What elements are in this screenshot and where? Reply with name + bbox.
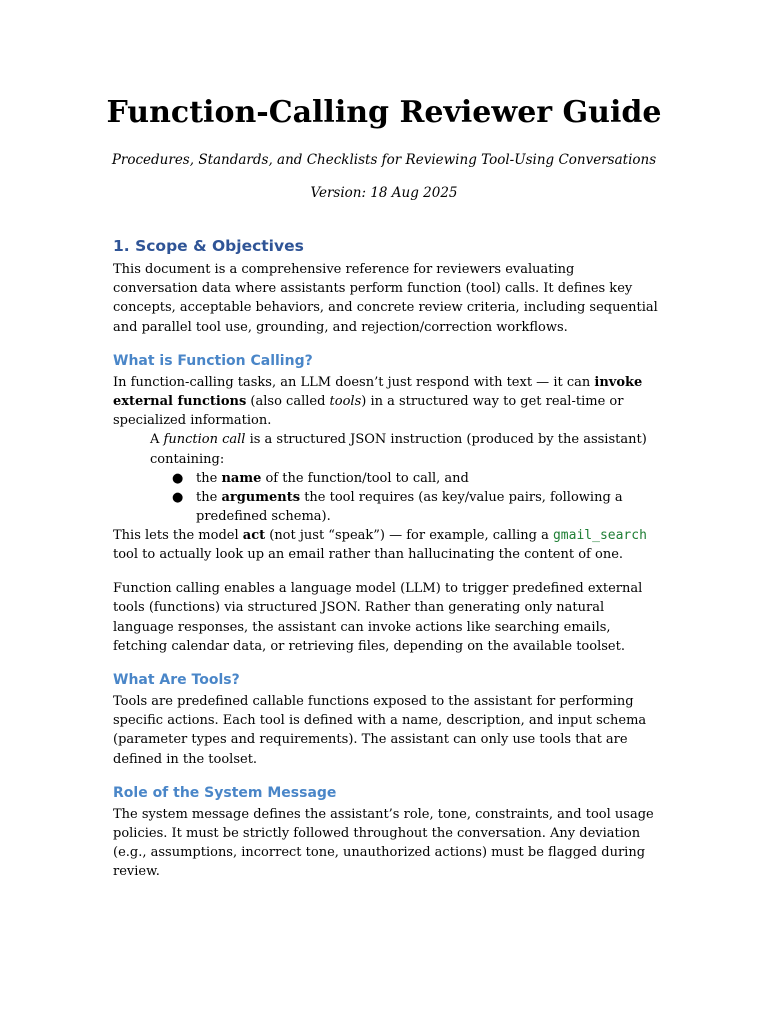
- tools-paragraph: Tools are predefined callable functions exposed to the assistant for performing specific actions. Each tool is defined with a name, description, and input schema (parameter types and requirements). The assistant can only use tools that are defined in the toolset.: [113, 694, 647, 767]
- document-body: [113, 236, 658, 882]
- italic-text: function call: [163, 432, 246, 448]
- text-run: (not just “speak”) — for example, calling a: [265, 527, 553, 543]
- text-run: A: [150, 432, 164, 448]
- subheading-system-message: Role of the System Message: [113, 784, 337, 801]
- section-heading-scope: 1. Scope & Objectives: [113, 237, 304, 255]
- text-run: (also called: [246, 394, 330, 410]
- bold-text: name: [221, 470, 262, 486]
- function-calling-paragraph-1: [113, 373, 658, 431]
- function-call-parts-list: [113, 469, 658, 526]
- text-run: ) in a structured way to get real-time or specialized information.: [113, 394, 624, 429]
- bold-text: invoke external functions: [113, 374, 643, 410]
- subheading-what-is-function-calling: What is Function Calling?: [113, 352, 313, 369]
- inline-code: gmail_search: [552, 527, 647, 543]
- text-run: tool to actually look up an email rather than hallucinating the content of one.: [113, 547, 624, 563]
- scope-paragraph: This document is a comprehensive reference for reviewers evaluating conversation data where assistants perform function (tool) calls. It defines key concepts, acceptable behaviors, and concrete review criteria, including sequential and parallel tool use, grounding, and rejection/correction workflows.: [113, 262, 658, 335]
- text-run: In function-calling tasks, an LLM doesn’t just respond with text — it can: [113, 374, 595, 390]
- document-title: Function-Calling Reviewer Guide: [106, 95, 662, 130]
- bullet-icon: ●: [172, 470, 184, 486]
- bullet-icon: ●: [172, 489, 184, 505]
- system-message-paragraph: The system message defines the assistant’s role, tone, constraints, and tool usage policies. It must be strictly followed throughout the conversation. Any deviation (e.g., assumptions, incorrect tone, unauthorized actions) must be flagged during review.: [113, 806, 654, 880]
- document-version: Version: 18 Aug 2025: [310, 185, 458, 201]
- italic-text: tools: [329, 394, 362, 410]
- text-run: the: [196, 489, 222, 505]
- list-item: [113, 488, 658, 526]
- text-run: of the function/tool to call, and: [261, 470, 469, 486]
- subheading-what-are-tools: What Are Tools?: [113, 672, 240, 689]
- text-run: the tool requires (as key/value pairs, following a predefined schema).: [196, 489, 623, 524]
- text-run: the: [196, 470, 222, 486]
- text-run: This lets the model: [113, 527, 243, 543]
- text-run: is a structured JSON instruction (produced by the assistant) containing:: [150, 432, 647, 467]
- function-calling-paragraph-3: [113, 526, 658, 564]
- document-subtitle: Procedures, Standards, and Checklists for Reviewing Tool-Using Conversations: [111, 152, 657, 168]
- function-call-definition: [113, 430, 658, 468]
- bold-text: act: [242, 527, 266, 543]
- bold-text: arguments: [221, 489, 301, 505]
- list-item: [113, 469, 658, 488]
- function-calling-paragraph-4: Function calling enables a language model (LLM) to trigger predefined external tools (functions) via structured JSON. Rather than generating only natural language responses, the assistant can invoke actions like searching emails, fetching calendar data, or retrieving files, depending on the available toolset.: [113, 581, 643, 654]
